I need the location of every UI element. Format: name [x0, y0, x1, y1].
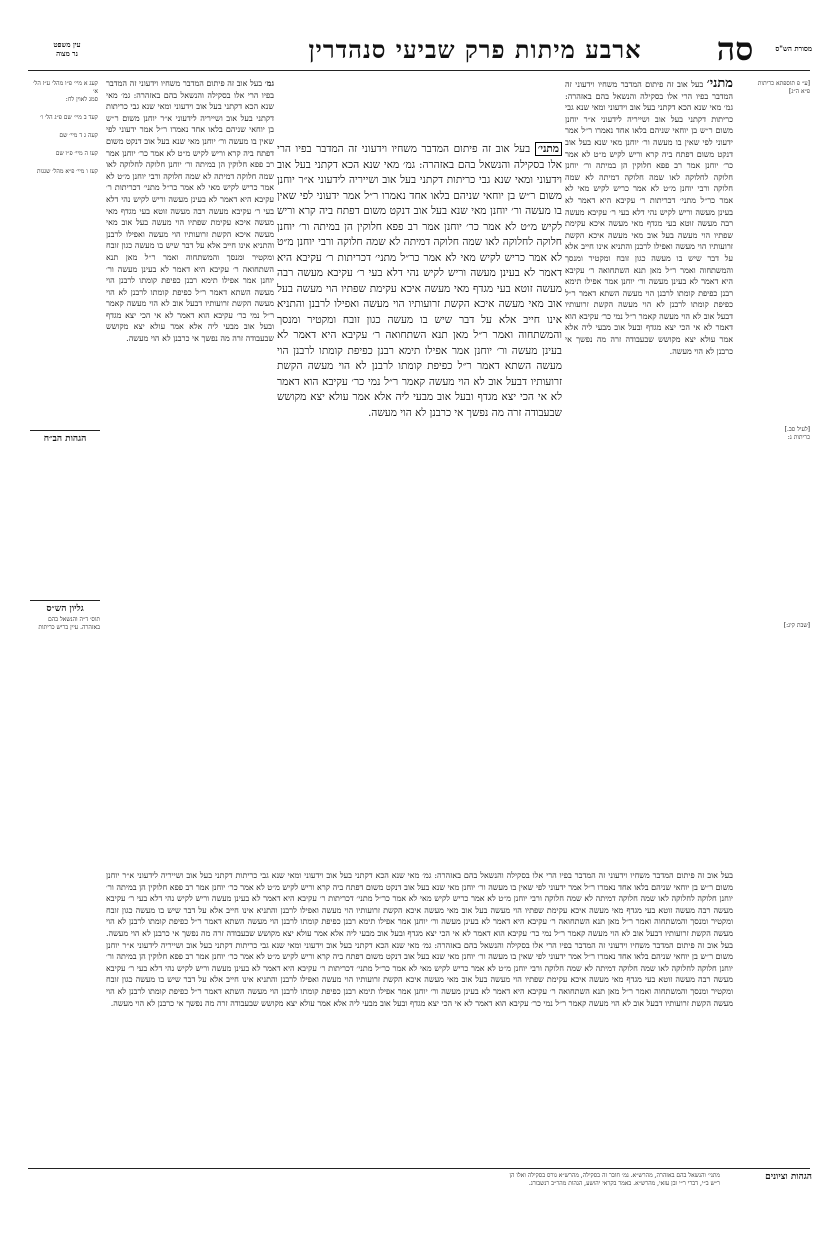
hagahot-vetziunim-label: הגהות וציונים [765, 1172, 812, 1182]
mishna-label: מתני׳ [535, 142, 562, 156]
bottom-rule [28, 1168, 810, 1169]
ein-mishpat-column [30, 80, 98, 176]
masoret-note: כריתות ג: [787, 434, 810, 441]
ein-mishpat-entry: קעז ו מיי׳ פ״א מהל׳ שגגות [36, 168, 98, 175]
gilyon-hashas-text: תוס׳ ד״ה והנשאל בהם באזהרה. עיין בריש כריתות [38, 616, 100, 631]
ein-mishpat-label: עין משפט נר מצוה [53, 40, 81, 58]
gilyon-hashas-title: גליון הש״ס [30, 600, 100, 614]
ein-mishpat-entry: קעה ג ד מיי׳ שם [59, 132, 98, 139]
bottom-note-line: מתני׳ והנשאל בהם באזהרה, מהרש״א. גמ׳ חובר זה בסקילה, מהרש״א גורס בסקילה ואלו הן [509, 1172, 720, 1179]
lower-commentary [106, 870, 733, 1155]
ein-mishpat-entry: קעג א מיי׳ פ״ו מהל׳ ע״ז הל׳ א׳ [33, 80, 98, 95]
rashi-text: בעל אוב זה פיתום המדבר משחיו וידעוני זה המדבר בפיו הרי אלו בסקילה והנשאל בהם באזהרה: גמ׳ מאי שנא הכא דקתני בעל אוב וידעוני ומאי שנא גבי כריתות דקתני בעל אוב ושייריה לידעוני א״ר יוחנן משום ר״ש בן יוחאי שניהם בלאו אחד נאמרו ר״ל אמר ידעוני לפי שאין בו מעשה ור׳ יוחנן מאי שנא בעל אוב דנקט משום דפתח ביה קרא וריש לקיש מ״ט לא אמר כר׳ יוחנן אמר רב פפא חלוקין הן במיתה ור׳ יוחנן חלוקה לחלוקה לאו שמה חלוקה דמיתה לא שמה חלוקה ורבי יוחנן מ״ט לא אמר כריש לקיש מאי לא אמר כר״ל מתני׳ דכריתות ר׳ עקיבא היא דאמר לא בעינן מעשה וריש לקיש נהי דלא בעי ר׳ עקיבא מעשה רבה מעשה זוטא בעי מגדף מאי מעשה איכא עקימת שפתיו הוי מעשה בעל אוב מאי מעשה איכא הקשת זרועותיו הוי מעשה ואפילו לרבנן והתניא אינו חייב אלא על דבר שיש בו מעשה כגון זובח ומקטיר ומנסך והמשתחוה ואמר ר״ל מאן תנא השתחואה ר׳ עקיבא היא דאמר לא בעינן מעשה ור׳ יוחנן אמר אפילו תימא רבנן כפיפת קומתו לרבנן הוי מעשה השתא דאמר ר״ל כפיפת קומתו לרבנן לא הוי מעשה הקשת זרועותיו דבעל אוב לא הוי מעשה קאמר ר״ל נמי כר׳ עקיבא הוא דאמר לא אי הכי יצא מגדף ובעל אוב מבעי ליה אלא אמר עולא יצא מקושש שבעבודה זרה מה נפשך אי כרבנן לא הוי מעשה. [565, 80, 733, 356]
header-rule [28, 70, 810, 71]
masoret-note: פ״א ה״ג] [789, 88, 810, 95]
bottom-note-line: ר״ש ב״י, דברי ר״י ובן עזאי, מהרש״א. באמר בקראי יהושע, הגהות מהר״ב רנשבורג. [528, 1180, 720, 1187]
tosafot-commentary [106, 78, 274, 868]
ein-mishpat-entry: סמג לאוין לח: [65, 96, 98, 103]
bottom-notes [30, 1172, 720, 1188]
mishna-rashi-label: מתני׳ [706, 78, 733, 91]
gemara-tosafot-label: גמ׳ [264, 78, 274, 88]
hagahot-habach-title: הגהות הב״ח [30, 430, 100, 444]
masoret-note: [שבת קיג:] [783, 622, 810, 629]
gemara-text [277, 142, 562, 852]
ein-mishpat-entry: קעד ב מיי׳ שם פ״ג הל׳ ו׳ [40, 114, 98, 121]
lower-commentary-text-cont: בעל אוב זה פיתום המדבר משחיו וידעוני זה המדבר בפיו הרי אלו בסקילה והנשאל בהם באזהרה: גמ׳ מאי שנא הכא דקתני בעל אוב וידעוני ומאי שנא גבי כריתות דקתני בעל אוב ושייריה לידעוני א״ר יוחנן משום ר״ש בן יוחאי שניהם בלאו אחד נאמרו ר״ל אמר ידעוני לפי שאין בו מעשה ור׳ יוחנן מאי שנא בעל אוב דנקט משום דפתח ביה קרא וריש לקיש מ״ט לא אמר כר׳ יוחנן אמר רב פפא חלוקין הן במיתה ור׳ יוחנן חלוקה לחלוקה לאו שמה חלוקה דמיתה לא שמה חלוקה ורבי יוחנן מ״ט לא אמר כריש לקיש מאי לא אמר כר״ל מתני׳ דכריתות ר׳ עקיבא היא דאמר לא בעינן מעשה וריש לקיש נהי דלא בעי ר׳ עקיבא מעשה רבה מעשה זוטא בעי מגדף מאי מעשה איכא עקימת שפתיו הוי מעשה בעל אוב מאי מעשה איכא הקשת זרועותיו הוי מעשה ואפילו לרבנן והתניא אינו חייב אלא על דבר שיש בו מעשה כגון זובח ומקטיר ומנסך והמשתחוה ואמר ר״ל מאן תנא השתחואה ר׳ עקיבא היא דאמר לא בעינן מעשה ור׳ יוחנן אמר אפילו תימא רבנן כפיפת קומתו לרבנן הוי מעשה השתא דאמר ר״ל כפיפת קומתו לרבנן לא הוי מעשה הקשת זרועותיו דבעל אוב לא הוי מעשה קאמר ר״ל נמי כר׳ עקיבא הוא דאמר לא אי הכי יצא מגדף ובעל אוב מבעי ליה אלא אמר עולא יצא מקושש שבעבודה זרה מה נפשך אי כרבנן לא הוי מעשה. [106, 940, 733, 1008]
masoret-note: [לעיל סב.] [784, 426, 810, 433]
page-title: ארבע מיתות פרק שביעי סנהדרין [308, 35, 642, 64]
tosafot-text: בעל אוב זה פיתום המדבר משחיו וידעוני זה המדבר בפיו הרי אלו בסקילה והנשאל בהם באזהרה: גמ׳ מאי שנא הכא דקתני בעל אוב וידעוני ומאי שנא גבי כריתות דקתני בעל אוב ושייריה לידעוני א״ר יוחנן משום ר״ש בן יוחאי שניהם בלאו אחד נאמרו ר״ל אמר ידעוני לפי שאין בו מעשה ור׳ יוחנן מאי שנא בעל אוב דנקט משום דפתח ביה קרא וריש לקיש מ״ט לא אמר כר׳ יוחנן אמר רב פפא חלוקין הן במיתה ור׳ יוחנן חלוקה לחלוקה לאו שמה חלוקה דמיתה לא שמה חלוקה ורבי יוחנן מ״ט לא אמר כריש לקיש מאי לא אמר כר״ל מתני׳ דכריתות ר׳ עקיבא היא דאמר לא בעינן מעשה וריש לקיש נהי דלא בעי ר׳ עקיבא מעשה רבה מעשה זוטא בעי מגדף מאי מעשה איכא עקימת שפתיו הוי מעשה בעל אוב מאי מעשה איכא הקשת זרועותיו הוי מעשה ואפילו לרבנן והתניא אינו חייב אלא על דבר שיש בו מעשה כגון זובח ומקטיר ומנסך והמשתחוה ואמר ר״ל מאן תנא השתחואה ר׳ עקיבא היא דאמר לא בעינן מעשה ור׳ יוחנן אמר אפילו תימא רבנן כפיפת קומתו לרבנן הוי מעשה השתא דאמר ר״ל כפיפת קומתו לרבנן לא הוי מעשה הקשת זרועותיו דבעל אוב לא הוי מעשה קאמר ר״ל נמי כר׳ עקיבא הוא דאמר לא אי הכי יצא מגדף ובעל אוב מבעי ליה אלא אמר עולא יצא מקושש שבעבודה זרה מה נפשך אי כרבנן לא הוי מעשה. [106, 79, 274, 344]
rashi-commentary [565, 78, 733, 868]
masoret-hashas-column [748, 80, 810, 880]
masoret-hashas-label: מסורת הש"ס [775, 44, 812, 53]
gemara-body: בעל אוב זה פיתום המדבר משחיו וידעוני זה המדבר בפיו הרי אלו בסקילה והנשאל בהם באזהרה: גמ׳ מאי שנא הכא דקתני בעל אוב וידעוני ומאי שנא גבי כריתות דקתני בעל אוב ושייריה לידעוני א״ר יוחנן משום ר״ש בן יוחאי שניהם בלאו אחד נאמרו ר״ל אמר ידעוני לפי שאין בו מעשה ור׳ יוחנן מאי שנא בעל אוב דנקט משום דפתח ביה קרא וריש לקיש מ״ט לא אמר כר׳ יוחנן אמר רב פפא חלוקין הן במיתה ור׳ יוחנן חלוקה לחלוקה לאו שמה חלוקה דמיתה לא שמה חלוקה ורבי יוחנן מ״ט לא אמר כריש לקיש מאי לא אמר כר״ל מתני׳ דכריתות ר׳ עקיבא היא דאמר לא בעינן מעשה וריש לקיש נהי דלא בעי ר׳ עקיבא מעשה רבה מעשה זוטא בעי מגדף מאי מעשה איכא עקימת שפתיו הוי מעשה בעל אוב מאי מעשה איכא הקשת זרועותיו הוי מעשה ואפילו לרבנן והתניא אינו חייב אלא על דבר שיש בו מעשה כגון זובח ומקטיר ומנסך והמשתחוה ואמר ר״ל מאן תנא השתחואה ר׳ עקיבא היא דאמר לא בעינן מעשה ור׳ יוחנן אמר אפילו תימא רבנן כפיפת קומתו לרבנן הוי מעשה השתא דאמר ר״ל כפיפת קומתו לרבנן לא הוי מעשה הקשת זרועותיו דבעל אוב לא הוי מעשה קאמר ר״ל נמי כר׳ עקיבא הוא דאמר לא אי הכי יצא מגדף ובעל אוב מבעי ליה אלא אמר עולא יצא מקושש שבעבודה זרה מה נפשך אי כרבנן לא הוי מעשה. [277, 143, 562, 419]
masoret-note: [ע״ פ תוספתא כריתות [757, 80, 810, 87]
ein-mishpat-entry: קעו ה מיי׳ פ״ו שם [55, 150, 98, 157]
lower-commentary-text: בעל אוב זה פיתום המדבר משחיו וידעוני זה המדבר בפיו הרי אלו בסקילה והנשאל בהם באזהרה: גמ׳ מאי שנא הכא דקתני בעל אוב וידעוני ומאי שנא גבי כריתות דקתני בעל אוב ושייריה לידעוני א״ר יוחנן משום ר״ש בן יוחאי שניהם בלאו אחד נאמרו ר״ל אמר ידעוני לפי שאין בו מעשה ור׳ יוחנן מאי שנא בעל אוב דנקט משום דפתח ביה קרא וריש לקיש מ״ט לא אמר כר׳ יוחנן אמר רב פפא חלוקין הן במיתה ור׳ יוחנן חלוקה לחלוקה לאו שמה חלוקה דמיתה לא שמה חלוקה ורבי יוחנן מ״ט לא אמר כריש לקיש מאי לא אמר כר״ל מתני׳ דכריתות ר׳ עקיבא היא דאמר לא בעינן מעשה וריש לקיש נהי דלא בעי ר׳ עקיבא מעשה רבה מעשה זוטא בעי מגדף מאי מעשה איכא עקימת שפתיו הוי מעשה בעל אוב מאי מעשה איכא הקשת זרועותיו הוי מעשה ואפילו לרבנן והתניא אינו חייב אלא על דבר שיש בו מעשה כגון זובח ומקטיר ומנסך והמשתחוה ואמר ר״ל מאן תנא השתחואה ר׳ עקיבא היא דאמר לא בעינן מעשה ור׳ יוחנן אמר אפילו תימא רבנן כפיפת קומתו לרבנן הוי מעשה השתא דאמר ר״ל כפיפת קומתו לרבנן לא הוי מעשה הקשת זרועותיו דבעל אוב לא הוי מעשה קאמר ר״ל נמי כר׳ עקיבא הוא דאמר לא אי הכי יצא מגדף ובעל אוב מבעי ליה אלא אמר עולא יצא מקושש שבעבודה זרה מה נפשך אי כרבנן לא הוי מעשה. [106, 871, 733, 938]
folio-number: סה [716, 30, 754, 68]
